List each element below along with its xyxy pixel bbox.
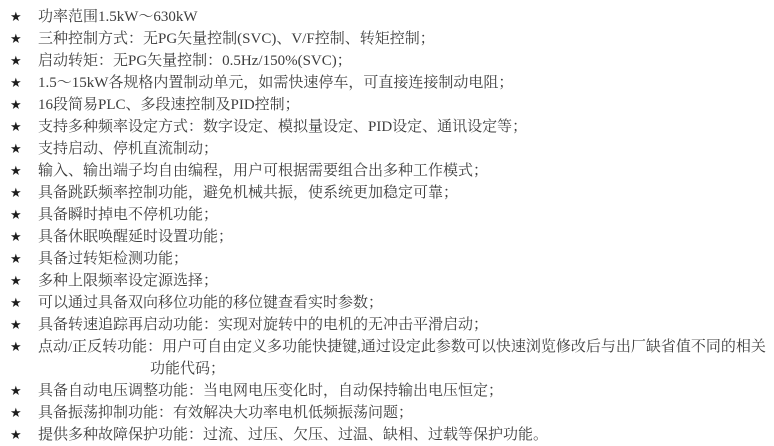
star-bullet-icon: ★ (10, 207, 22, 222)
feature-item (10, 160, 772, 182)
feature-item (10, 6, 772, 28)
star-bullet-icon: ★ (10, 339, 22, 354)
feature-text: 1.5～15kW各规格内置制动单元，如需快速停车，可直接连接制动电阻； (38, 75, 514, 91)
feature-text: 功率范围1.5kW～630kW (38, 9, 198, 25)
feature-item (10, 226, 772, 248)
feature-text: 多种上限频率设定源选择； (38, 273, 219, 289)
star-bullet-icon: ★ (10, 383, 22, 398)
star-bullet-icon: ★ (10, 273, 22, 288)
feature-item (10, 424, 772, 446)
feature-item (10, 314, 772, 336)
feature-text: 具备转速追踪再启动功能：实现对旋转中的电机的无冲击平滑启动； (38, 317, 489, 333)
feature-item (10, 204, 772, 226)
feature-text: 点动/正反转功能：用户可自由定义多功能快捷键,通过设定此参数可以快速浏览修改后与出厂缺省值不同的相关 (38, 339, 766, 355)
star-bullet-icon: ★ (10, 295, 22, 310)
feature-text: 具备休眠唤醒延时设置功能； (38, 229, 234, 245)
star-bullet-icon: ★ (10, 185, 22, 200)
feature-text: 输入、输出端子均自由编程，用户可根据需要组合出多种工作模式； (38, 163, 489, 179)
feature-item (10, 336, 772, 380)
star-bullet-icon: ★ (10, 251, 22, 266)
feature-text: 16段简易PLC、多段速控制及PID控制； (38, 97, 300, 113)
feature-text: 可以通过具备双向移位功能的移位键查看实时参数； (38, 295, 384, 311)
star-bullet-icon: ★ (10, 53, 22, 68)
feature-text: 启动转矩：无PG矢量控制：0.5Hz/150%(SVC)； (38, 53, 352, 69)
feature-item (10, 72, 772, 94)
feature-item (10, 182, 772, 204)
feature-item (10, 138, 772, 160)
feature-item (10, 94, 772, 116)
feature-text: 具备过转矩检测功能； (38, 251, 189, 267)
star-bullet-icon: ★ (10, 119, 22, 134)
star-bullet-icon: ★ (10, 317, 22, 332)
feature-text: 支持启动、停机直流制动； (38, 141, 219, 157)
star-bullet-icon: ★ (10, 427, 22, 442)
feature-text: 具备自动电压调整功能：当电网电压变化时，自动保持输出电压恒定； (38, 383, 504, 399)
feature-item (10, 292, 772, 314)
feature-item (10, 270, 772, 292)
star-bullet-icon: ★ (10, 97, 22, 112)
star-bullet-icon: ★ (10, 9, 22, 24)
feature-item (10, 116, 772, 138)
feature-text: 具备瞬时掉电不停机功能； (38, 207, 219, 223)
feature-item (10, 402, 772, 424)
star-bullet-icon: ★ (10, 141, 22, 156)
feature-text: 支持多种频率设定方式：数字设定、模拟量设定、PID设定、通讯设定等； (38, 119, 528, 135)
feature-text-continuation: 功能代码； (150, 361, 226, 377)
star-bullet-icon: ★ (10, 229, 22, 244)
feature-text: 三种控制方式：无PG矢量控制(SVC)、V/F控制、转矩控制； (38, 31, 435, 47)
feature-text: 具备跳跃频率控制功能，避免机械共振，使系统更加稳定可靠； (38, 185, 459, 201)
star-bullet-icon: ★ (10, 75, 22, 90)
feature-item (10, 248, 772, 270)
feature-item (10, 50, 772, 72)
feature-item (10, 380, 772, 402)
star-bullet-icon: ★ (10, 405, 22, 420)
star-bullet-icon: ★ (10, 31, 22, 46)
feature-text: 提供多种故障保护功能：过流、过压、欠压、过温、缺相、过载等保护功能。 (38, 427, 549, 443)
feature-item (10, 28, 772, 50)
star-bullet-icon: ★ (10, 163, 22, 178)
feature-text: 具备振荡抑制功能：有效解决大功率电机低频振荡问题； (38, 405, 414, 421)
